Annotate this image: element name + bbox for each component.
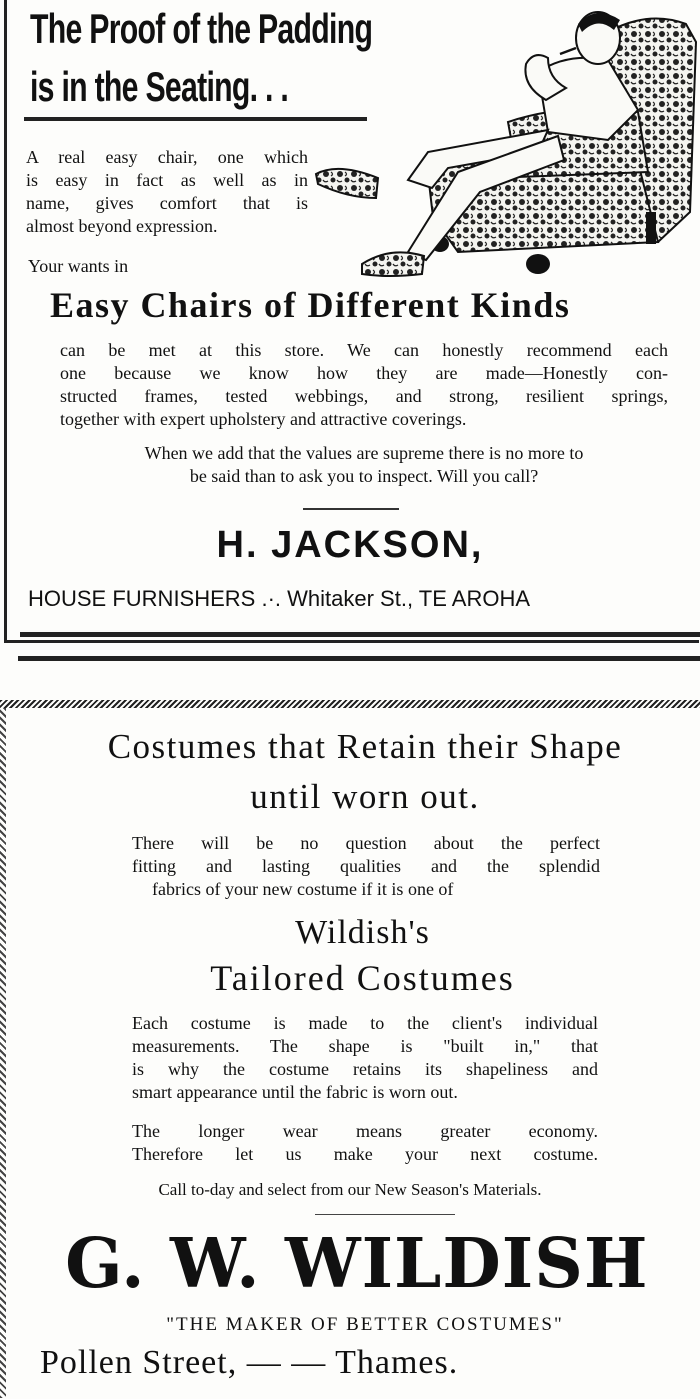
- call-to-action: Call to-day and select from our New Season's Materials.: [158, 1180, 542, 1199]
- intro-line: There will be no question about the perfect: [132, 833, 600, 853]
- armchair-illustration: [308, 2, 700, 280]
- merchant-name-2: G. W. WILDISH: [65, 1224, 649, 1304]
- merchant-address-2: Pollen Street, — — Thames.: [40, 1344, 459, 1381]
- body-line: can be met at this store. We can honestly recommend each: [60, 340, 668, 360]
- subheading-easy-chairs: Easy Chairs of Different Kinds: [50, 285, 571, 325]
- intro-line: fitting and lasting qualities and the splendid: [132, 856, 600, 876]
- details-line: Each costume is made to the client's individual: [132, 1013, 598, 1033]
- body-line: together with expert upholstery and attractive coverings.: [60, 409, 467, 429]
- body-paragraph: [60, 339, 668, 431]
- intro-paragraph: [26, 146, 308, 238]
- separator-rule: [20, 632, 700, 637]
- brand-product: Tailored Costumes: [210, 958, 515, 998]
- divider-rule: [303, 508, 399, 510]
- economy-paragraph: [132, 1120, 598, 1166]
- economy-line: The longer wear means greater economy.: [132, 1121, 598, 1141]
- body-line: structed frames, tested webbings, and strong, resilient springs,: [60, 386, 668, 406]
- separator-rule: [18, 656, 700, 661]
- tagline: "THE MAKER OF BETTER COSTUMES": [166, 1314, 564, 1335]
- intro-paragraph-2: [132, 832, 600, 901]
- details-paragraph: [132, 1012, 598, 1104]
- intro-line: fabrics of your new costume if it is one of: [152, 879, 454, 899]
- closing-line: When we add that the values are supreme there is no more to: [144, 443, 584, 463]
- closing-line: be said than to ask you to inspect. Will you call?: [189, 466, 539, 486]
- details-line: is why the costume retains its shapeliness and: [132, 1059, 598, 1079]
- intro-line: almost beyond expression.: [26, 216, 218, 236]
- merchant-address: HOUSE FURNISHERS .·. Whitaker St., TE AROHA: [28, 586, 531, 611]
- closing-paragraph: [60, 442, 668, 488]
- brand-name: Wildish's: [295, 914, 430, 951]
- intro-line: is easy in fact as well as in: [26, 170, 308, 190]
- wants-text: Your wants in: [28, 256, 129, 276]
- headline-line-2: is in the Seating. . .: [30, 63, 289, 110]
- wavy-border-top: [0, 700, 700, 708]
- heading-line-1: Costumes that Retain their Shape: [107, 727, 623, 766]
- economy-line: Therefore let us make your next costume.: [132, 1144, 598, 1164]
- divider-rule: [315, 1214, 455, 1215]
- body-line: one because we know how they are made—Honestly con-: [60, 363, 668, 383]
- details-line: smart appearance until the fabric is worn out.: [132, 1082, 458, 1102]
- headline-line-1: The Proof of the Padding: [30, 5, 373, 52]
- heading-line-2: until worn out.: [250, 777, 480, 816]
- details-line: measurements. The shape is "built in," that: [132, 1036, 598, 1056]
- intro-line: name, gives comfort that is: [26, 193, 308, 213]
- intro-line: A real easy chair, one which: [26, 147, 308, 167]
- merchant-name: H. JACKSON,: [216, 524, 484, 566]
